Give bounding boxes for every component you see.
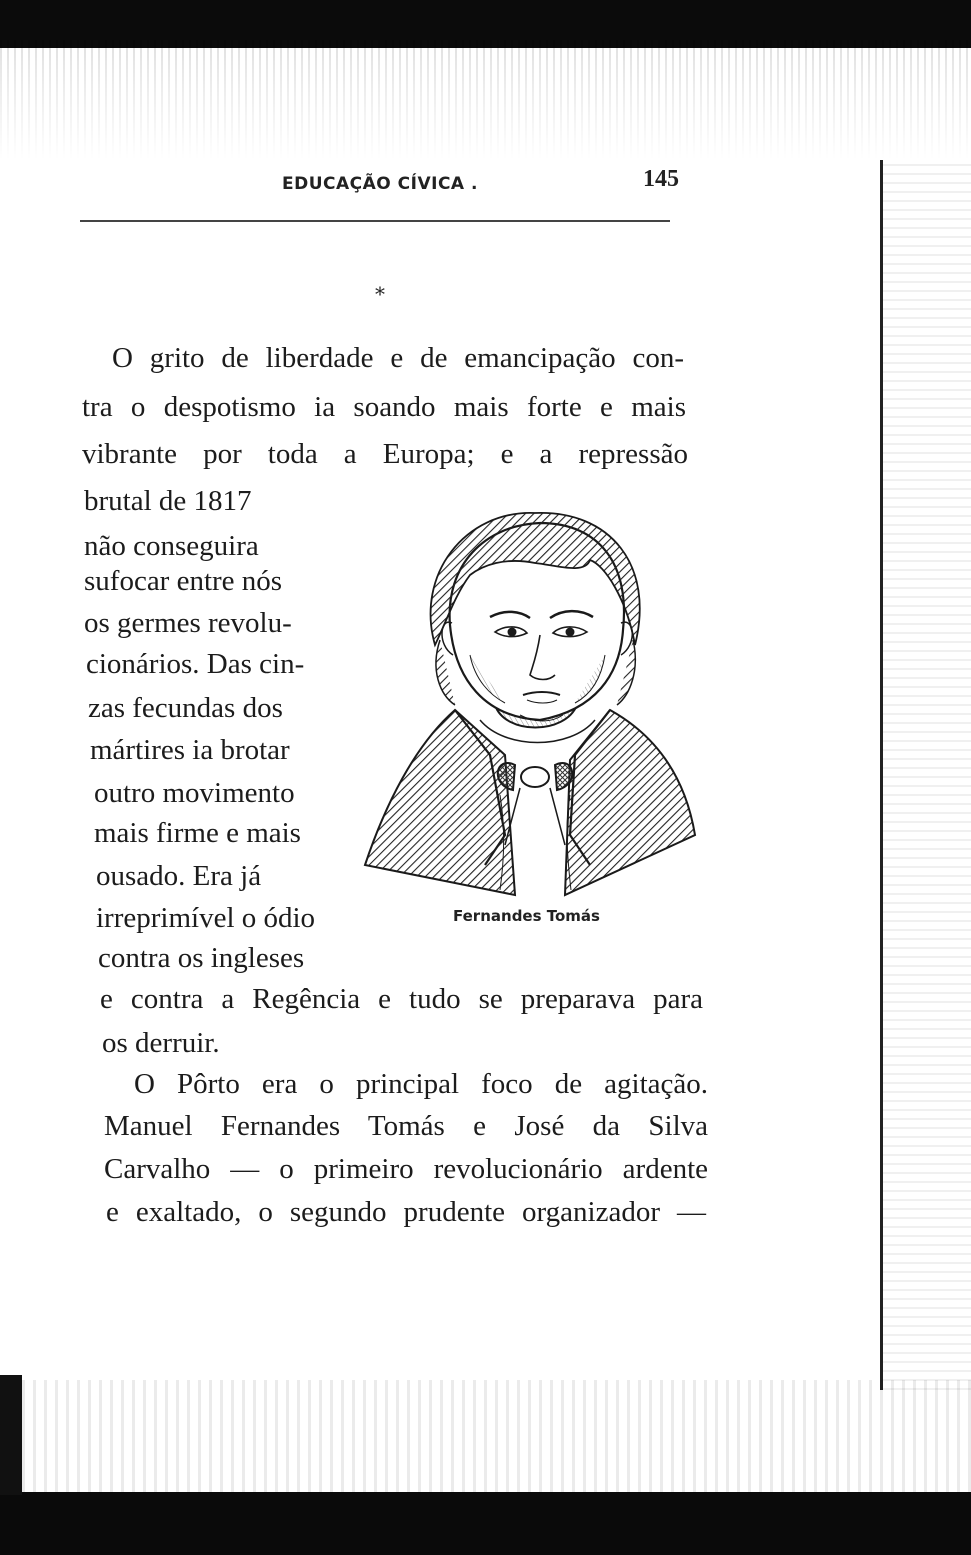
text-line: vibrante por toda a Europa; e a repressão [82,438,688,470]
portrait-engraving [355,505,715,900]
text-line: tra o despotismo ia soando mais forte e mais [82,391,686,423]
text-line: e exaltado, o segundo prudente organizador — [106,1196,706,1228]
text-line: O grito de liberdade e de emancipação con- [112,342,684,374]
text-line: sufocar entre nós [84,565,283,597]
text-line: brutal de 1817 [84,485,252,517]
text-line: não conseguira [84,530,259,562]
text-line: mártires ia brotar [90,734,290,766]
scan-noise-right [880,160,971,1390]
text-line: Carvalho — o primeiro revolucionário ardente [104,1153,708,1185]
scan-border-bottom [0,1492,971,1555]
text-line: contra os ingleses [98,942,305,974]
text-line: outro movimento [94,777,295,809]
section-mark: * [375,282,385,306]
scan-border-left [0,1375,22,1495]
text-line: os derruir. [102,1027,220,1059]
text-line: cionários. Das cin- [86,648,305,680]
figure-caption: Fernandes Tomás [453,907,600,925]
text-line: zas fecundas dos [88,692,283,724]
text-line: ousado. Era já [96,860,262,892]
header-rule [80,220,670,222]
text-line: os germes revolu- [84,607,292,639]
text-line: e contra a Regência e tudo se preparava para [100,983,703,1015]
text-line: O Pôrto era o principal foco de agitação. [134,1068,708,1100]
running-head: EDUCAÇÃO CÍVICA . [282,174,478,194]
text-line: irreprimível o ódio [96,902,316,934]
page-number: 145 [643,166,679,192]
scan-noise-top [0,40,971,160]
text-line: mais firme e mais [94,817,301,849]
text-line: Manuel Fernandes Tomás e José da Silva [104,1110,708,1142]
